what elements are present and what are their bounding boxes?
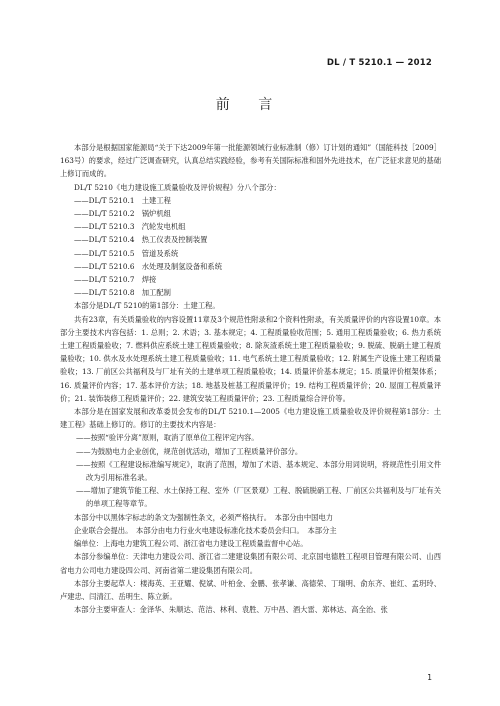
main-reviewers: 本部分主要审查人：金泽华、朱顺达、范洁、林利、袁胜、万中昌、酒大雷、郑林达、高全治、张 — [74, 605, 388, 615]
revision-item: ——按照《工程建设标准编写规定》，取消了范围，增加了术语、基本规定、本部分用词说明，将规范性引用文件改为引用标准名录。 — [76, 459, 441, 483]
content-paragraph: 共有23章，有关质量验收的内容设置11章及3个规范性附录和2个资料性附录，有关质量评价的内容设置10章。本部分主要技术内容包括：1. 总则；2. 术语；3. 基本规定；4. 工程质量验收范围；5. 通用工程质量验收；6. 热力系统土建工程质量验收；7. 燃料供应系统土建工程质量验收；8. 除灰渣系统土建工程质量验收；9. 脱硫、脱硝土建工程质量验收；10. 供水及水处理系统土建工程质量验收；11. 电气系统土建工程质量验收；12. 附属生产设施土建工程质量验收；13. 厂前区公共福利及与厂址有关的土建单项工程质量验收；14. 质量评价基本规定；15. 质量评价框架体系；16. 质量评价内容；17. 基本评价方法；18. 地基及桩基工程质量评价；19. 结构工程质量评价；20. 屋面工程质量评价；21. 装饰装修工程质量评价；22. 建筑安装工程质量评价；23. 工程质量综合评价等。 — [60, 314, 441, 403]
part-item: ——DL/T 5210.5 管道及系统 — [74, 248, 179, 258]
part-item: ——DL/T 5210.6 水处理及制氢设备和系统 — [74, 261, 223, 271]
page-title: 前 言 — [215, 97, 285, 113]
part-statement: 本部分是DL/T 5210的第1部分：土建工程。 — [74, 301, 220, 311]
intro-paragraph: 本部分是根据国家能源局“关于下达2009年第一批能源领域行业标准制（修）订计划的通知”（国能科技［2009］163号）的要求，经过广泛调查研究，认真总结实践经验，参考有关国际标准和国外先进技术，在广泛征求意见的基础上修订而成的。 — [60, 143, 441, 179]
main-drafters: 本部分主要起草人：楼海英、王亚耀、倪斌、叶柏金、金鹏、张孝谦、高德荣、丁瑞明、俞东齐、崔红、孟玥玲、卢建忠、闫清江、岳明生、陈立新。 — [60, 578, 441, 601]
mandatory-clause-note: 本部分中以黑体字标志的条文为强制性条文，必须严格执行。 本部分由中国电力 — [74, 512, 334, 522]
participating-units: 本部分参编单位：天津电力建设公司、浙江省二建建设集团有限公司、北京国电德胜工程项目管理有限公司、山西省电力公司电力建设四公司、河南省第二建设集团有限公司。 — [60, 552, 441, 575]
parts-intro: DL/T 5210《电力建设施工质量验收及评价规程》分八个部分： — [74, 182, 281, 192]
part-item: ——DL/T 5210.1 土建工程 — [74, 195, 171, 205]
part-item: ——DL/T 5210.3 汽轮发电机组 — [74, 222, 186, 232]
revision-item: ——为鼓励电力企业创优，规范创优活动，增加了工程质量评价部分。 — [76, 446, 303, 456]
revision-paragraph: 本部分是在国家发展和改革委员会发布的DL/T 5210.1—2005《电力建设施工质量验收及评价规程第1部分：土建工程》基础上修订的。修订的主要技术内容是： — [60, 407, 441, 430]
proposer-note: 企业联合会提出。 本部分由电力行业火电建设标准化技术委员会归口。 本部分主 — [74, 525, 337, 535]
document-body — [60, 141, 441, 616]
revision-item: ——增加了建筑节能工程、水土保持工程、室外（厂区景观）工程、脱硫脱硝工程、厂前区公共福利及与厂址有关的单项工程等章节。 — [76, 486, 441, 509]
part-item: ——DL/T 5210.8 加工配制 — [74, 288, 171, 298]
part-item: ——DL/T 5210.7 焊接 — [74, 275, 157, 285]
page-number: 1 — [427, 673, 432, 682]
standard-code: DL / T 5210.1 — 2012 — [326, 58, 432, 68]
part-item: ——DL/T 5210.2 锅炉机组 — [74, 209, 171, 219]
part-item: ——DL/T 5210.4 热工仪表及控制装置 — [74, 235, 208, 245]
chief-editor-note: 编单位：上海电力建筑工程公司、浙江省电力建设工程质量监督中心站。 — [74, 539, 308, 549]
revision-item: ——按照“验评分离”原则，取消了原单位工程评定内容。 — [76, 433, 259, 443]
